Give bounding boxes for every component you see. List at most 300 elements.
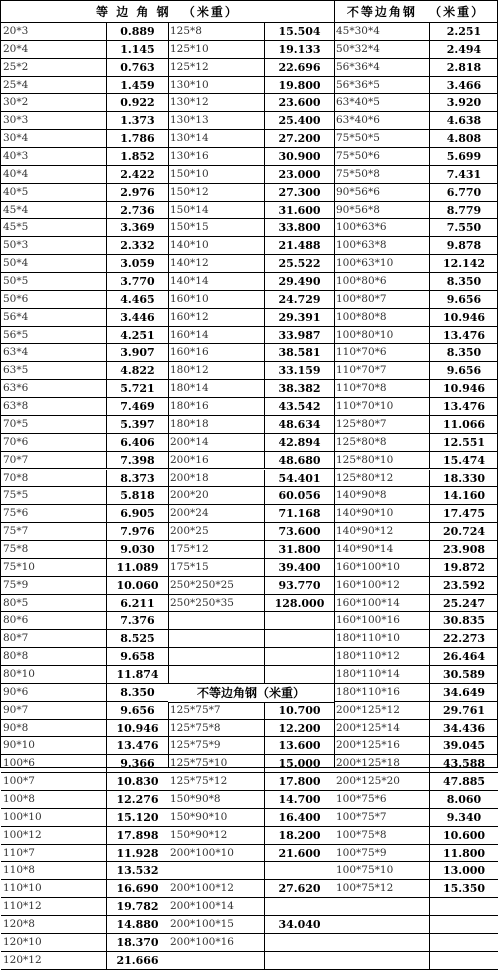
table-row (334, 23, 498, 41)
weight-cell: 9.656 (429, 362, 498, 379)
spec-cell: 70*7 (3, 453, 29, 466)
header-unequal-angle-text: 不等边角钢 （米重） (346, 5, 486, 19)
spec-cell: 130*14 (170, 132, 209, 145)
table-row (334, 523, 498, 541)
spec-cell: 110*10 (3, 882, 42, 895)
weight-cell: 34.040 (264, 916, 334, 933)
table-row (334, 470, 498, 488)
table-row (168, 130, 334, 148)
weight-cell: 10.060 (106, 577, 168, 594)
column-divider-1 (168, 23, 169, 767)
weight-cell: 2.736 (106, 202, 168, 219)
weight-cell: 15.120 (106, 809, 168, 826)
spec-cell: 63*40*5 (336, 96, 380, 109)
weight-cell: 10.700 (264, 702, 334, 719)
table-row (334, 737, 498, 755)
spec-cell: 110*70*10 (336, 400, 394, 413)
table-row (334, 148, 498, 166)
spec-cell: 150*15 (170, 221, 209, 234)
weight-cell: 9.656 (429, 291, 498, 308)
table-row (334, 452, 498, 470)
table-row (168, 434, 334, 452)
spec-cell: 90*6 (3, 685, 29, 698)
weight-cell: 11.066 (429, 416, 498, 433)
weight-cell: 13.476 (429, 398, 498, 415)
table-row (168, 630, 334, 648)
table-row (1, 273, 168, 291)
weight-cell: 4.638 (429, 112, 498, 129)
table-row (334, 398, 498, 416)
table-row (334, 327, 498, 345)
spec-cell: 180*16 (170, 400, 209, 413)
spec-cell: 45*30*4 (336, 25, 380, 37)
weight-cell: 23.592 (429, 577, 498, 594)
table-row (1, 595, 168, 613)
weight-cell: 71.168 (264, 505, 334, 522)
spec-cell: 140*90*12 (336, 525, 394, 538)
weight-cell: 12.200 (264, 720, 334, 737)
table-row (334, 184, 498, 202)
table-row (334, 487, 498, 505)
weight-cell: 42.894 (264, 434, 334, 451)
table-row (168, 59, 334, 77)
spec-cell: 40*3 (3, 150, 29, 163)
column-divider-2 (334, 1, 335, 767)
weight-cell: 14.160 (429, 487, 498, 504)
weight-cell (429, 898, 498, 915)
spec-cell: 200*24 (170, 507, 209, 520)
table-row (1, 327, 168, 345)
weight-cell: 15.000 (264, 755, 334, 772)
weight-cell: 27.200 (264, 130, 334, 147)
table-row (168, 327, 334, 345)
spec-cell: 50*6 (3, 292, 29, 305)
table-row (168, 255, 334, 273)
weight-cell (264, 630, 334, 647)
spec-cell: 200*100*15 (170, 918, 234, 930)
table-row (168, 862, 334, 880)
table-row (1, 434, 168, 452)
table-row (168, 398, 334, 416)
table-row (168, 416, 334, 434)
weight-cell: 18.330 (429, 470, 498, 487)
weight-cell: 11.089 (106, 559, 168, 576)
table-row (334, 273, 498, 291)
weight-cell: 5.721 (106, 380, 168, 397)
table-row (1, 916, 168, 934)
spec-cell: 200*25 (170, 525, 209, 538)
spec-cell: 110*70*6 (336, 346, 387, 359)
weight-cell: 10.946 (429, 309, 498, 326)
weight-cell: 8.350 (429, 273, 498, 290)
weight-cell: 1.459 (106, 77, 168, 94)
spec-cell: 100*75*9 (336, 846, 387, 859)
weight-cell: 21.666 (106, 952, 168, 969)
spec-cell: 25*2 (3, 60, 29, 73)
spec-cell (334, 898, 429, 915)
table-row (334, 291, 498, 309)
table-row (1, 541, 168, 559)
table-row (1, 523, 168, 541)
table-row (168, 77, 334, 95)
table-row (334, 827, 498, 845)
spec-cell: 50*3 (3, 239, 29, 252)
table-row (1, 41, 168, 59)
table-row (168, 112, 334, 130)
spec-cell: 140*14 (170, 275, 209, 288)
weight-cell: 33.800 (264, 219, 334, 236)
table-row (1, 630, 168, 648)
table-row (168, 219, 334, 237)
spec-cell: 200*125*12 (336, 703, 400, 716)
weight-cell: 30.589 (429, 666, 498, 683)
weight-cell: 0.763 (106, 59, 168, 76)
spec-cell: 80*6 (3, 614, 29, 627)
weight-cell: 2.494 (429, 41, 498, 58)
table-row (1, 219, 168, 237)
spec-cell: 20*4 (3, 42, 29, 55)
spec-cell: 140*10 (170, 239, 209, 252)
spec-cell (168, 862, 264, 879)
weight-cell: 34.649 (429, 684, 498, 701)
weight-cell: 9.366 (106, 755, 168, 772)
weight-cell (264, 898, 334, 915)
spec-cell (168, 612, 264, 629)
table-row (168, 559, 334, 577)
weight-cell: 25.400 (264, 112, 334, 129)
spec-cell: 160*100*10 (336, 560, 400, 573)
table-row (168, 202, 334, 220)
weight-cell: 6.905 (106, 505, 168, 522)
table-row (334, 505, 498, 523)
spec-cell: 125*75*8 (170, 721, 221, 734)
spec-cell: 50*5 (3, 275, 29, 288)
table-row (334, 166, 498, 184)
weight-cell: 25.247 (429, 595, 498, 612)
table-row (1, 255, 168, 273)
spec-cell: 100*8 (3, 792, 35, 805)
spec-cell: 45*5 (3, 221, 29, 234)
table-row (168, 845, 334, 863)
spec-cell: 180*12 (170, 364, 209, 377)
table-row (1, 898, 168, 916)
table-row (168, 595, 334, 613)
spec-cell: 63*5 (3, 364, 29, 377)
weight-cell: 38.382 (264, 380, 334, 397)
spec-cell (334, 952, 429, 969)
weight-cell: 12.142 (429, 255, 498, 272)
table-row (334, 541, 498, 559)
table-row (334, 112, 498, 130)
table-row (334, 380, 498, 398)
spec-cell: 200*14 (170, 435, 209, 448)
weight-cell: 27.620 (264, 880, 334, 897)
spec-cell: 90*56*8 (336, 203, 380, 216)
table-row (168, 523, 334, 541)
spec-cell: 160*16 (170, 346, 209, 359)
table-row (1, 112, 168, 130)
weight-cell: 7.976 (106, 523, 168, 540)
table-row (1, 577, 168, 595)
weight-cell: 3.907 (106, 344, 168, 361)
weight-cell: 128.000 (264, 595, 334, 612)
spec-cell: 125*80*8 (336, 435, 387, 448)
weight-cell: 5.397 (106, 416, 168, 433)
table-row (1, 130, 168, 148)
spec-cell: 120*12 (3, 953, 42, 966)
weight-cell: 54.401 (264, 470, 334, 487)
weight-cell (429, 934, 498, 951)
spec-cell: 200*125*14 (336, 721, 400, 734)
spec-cell: 175*12 (170, 542, 209, 555)
table-row (168, 666, 334, 684)
table-row (1, 934, 168, 952)
weight-cell: 7.469 (106, 398, 168, 415)
weight-cell: 0.922 (106, 94, 168, 111)
spec-cell: 20*3 (3, 25, 29, 37)
spec-cell: 125*12 (170, 60, 209, 73)
spec-cell: 200*18 (170, 471, 209, 484)
spec-cell: 100*12 (3, 828, 42, 841)
table-row (168, 737, 334, 755)
table-row (1, 487, 168, 505)
spec-cell: 160*100*16 (336, 614, 400, 627)
table-row (334, 59, 498, 77)
spec-cell: 100*6 (3, 757, 35, 770)
spec-cell: 140*90*10 (336, 507, 394, 520)
table-row (1, 166, 168, 184)
weight-cell (264, 648, 334, 665)
spec-cell: 140*90*8 (336, 489, 387, 502)
spec-cell: 40*4 (3, 167, 29, 180)
spec-cell: 200*100*10 (170, 846, 234, 859)
weight-cell: 9.656 (106, 702, 168, 719)
weight-cell: 8.350 (429, 344, 498, 361)
table-row (334, 202, 498, 220)
table-row (168, 505, 334, 523)
spec-cell: 100*63*10 (336, 257, 394, 270)
spec-cell: 90*7 (3, 703, 29, 716)
spec-cell: 70*6 (3, 435, 29, 448)
weight-cell: 5.818 (106, 487, 168, 504)
weight-cell: 2.422 (106, 166, 168, 183)
weight-cell (264, 862, 334, 879)
weight-cell: 19.800 (264, 77, 334, 94)
weight-cell: 23.600 (264, 94, 334, 111)
table-row (1, 737, 168, 755)
table-row (1, 184, 168, 202)
table-row (334, 952, 498, 970)
weight-cell: 10.830 (106, 773, 168, 790)
spec-cell: 56*5 (3, 328, 29, 341)
weight-cell: 4.465 (106, 291, 168, 308)
table-row (168, 23, 334, 41)
table-row (334, 41, 498, 59)
table-row (334, 416, 498, 434)
spec-cell: 125*75*9 (170, 739, 221, 752)
weight-cell: 6.770 (429, 184, 498, 201)
weight-cell: 7.398 (106, 452, 168, 469)
spec-cell (334, 916, 429, 933)
table-row (1, 94, 168, 112)
weight-cell: 11.800 (429, 845, 498, 862)
weight-cell: 8.350 (106, 684, 168, 701)
table-row (1, 505, 168, 523)
table-row (334, 577, 498, 595)
spec-cell: 50*4 (3, 257, 29, 270)
weight-cell: 8.525 (106, 630, 168, 647)
spec-cell: 30*4 (3, 132, 29, 145)
table-row (168, 362, 334, 380)
weight-cell: 22.696 (264, 59, 334, 76)
table-row (1, 362, 168, 380)
table-row (1, 470, 168, 488)
table-row (334, 934, 498, 952)
spec-cell: 100*75*6 (336, 792, 387, 805)
table-row (1, 309, 168, 327)
table-row (1, 452, 168, 470)
weight-cell (264, 612, 334, 629)
weight-cell: 43.542 (264, 398, 334, 415)
table-row (334, 755, 498, 773)
weight-cell: 19.133 (264, 41, 334, 58)
weight-cell: 3.059 (106, 255, 168, 272)
weight-cell: 31.800 (264, 541, 334, 558)
weight-cell: 15.350 (429, 880, 498, 897)
spec-cell: 100*80*10 (336, 328, 394, 341)
table-row (334, 773, 498, 791)
weight-cell: 20.724 (429, 523, 498, 540)
weight-cell: 7.550 (429, 219, 498, 236)
spec-cell: 130*12 (170, 96, 209, 109)
spec-cell: 125*75*12 (170, 775, 228, 788)
table-row (334, 344, 498, 362)
weight-cell: 23.000 (264, 166, 334, 183)
table-row (168, 827, 334, 845)
table-row (334, 77, 498, 95)
spec-cell: 130*13 (170, 114, 209, 127)
table-row (1, 791, 168, 809)
table-row (334, 666, 498, 684)
spec-cell: 180*110*12 (336, 650, 400, 663)
spec-cell: 180*110*10 (336, 632, 400, 645)
spec-cell: 75*5 (3, 489, 29, 502)
table-row (168, 148, 334, 166)
weight-cell: 33.987 (264, 327, 334, 344)
table-row (1, 612, 168, 630)
weight-cell (429, 952, 498, 969)
weight-cell (264, 952, 334, 969)
weight-cell: 1.786 (106, 130, 168, 147)
weight-cell: 11.874 (106, 666, 168, 683)
weight-cell: 1.373 (106, 112, 168, 129)
weight-cell: 14.880 (106, 916, 168, 933)
table-row (168, 720, 334, 738)
table-row (168, 470, 334, 488)
spec-cell: 56*36*4 (336, 60, 380, 73)
table-row (168, 648, 334, 666)
table-row (1, 880, 168, 898)
weight-cell: 73.600 (264, 523, 334, 540)
weight-cell: 8.373 (106, 470, 168, 487)
table-row (168, 880, 334, 898)
table-row (334, 791, 498, 809)
weight-cell: 48.680 (264, 452, 334, 469)
table-row (1, 684, 168, 702)
spec-cell: 63*8 (3, 400, 29, 413)
table-row (334, 720, 498, 738)
weight-cell: 39.045 (429, 737, 498, 754)
spec-cell: 160*100*12 (336, 578, 400, 591)
spec-cell: 90*8 (3, 721, 29, 734)
weight-cell: 34.436 (429, 720, 498, 737)
weight-cell: 21.600 (264, 845, 334, 862)
spec-cell: 80*10 (3, 667, 35, 680)
spec-cell: 40*5 (3, 185, 29, 198)
weight-cell: 13.476 (429, 327, 498, 344)
spec-cell: 180*110*14 (336, 667, 400, 680)
table-row (168, 184, 334, 202)
spec-cell: 75*6 (3, 507, 29, 520)
spec-cell: 125*80*7 (336, 417, 387, 430)
table-row (168, 380, 334, 398)
spec-cell: 50*32*4 (336, 42, 380, 55)
table-row (168, 916, 334, 934)
spec-cell: 90*56*6 (336, 185, 380, 198)
weight-cell: 10.946 (429, 380, 498, 397)
table-row (334, 898, 498, 916)
weight-cell: 30.835 (429, 612, 498, 629)
table-row (1, 237, 168, 255)
header-equal-angle (1, 1, 334, 23)
weight-cell: 17.475 (429, 505, 498, 522)
weight-cell: 39.400 (264, 559, 334, 576)
spec-cell: 150*90*8 (170, 792, 221, 805)
spec-cell: 45*4 (3, 203, 29, 216)
spec-cell: 200*20 (170, 489, 209, 502)
spec-cell: 160*14 (170, 328, 209, 341)
table-row (1, 59, 168, 77)
weight-cell: 3.920 (429, 94, 498, 111)
table-row (1, 648, 168, 666)
spec-cell: 70*8 (3, 471, 29, 484)
spec-cell: 200*100*16 (170, 935, 234, 948)
spec-cell: 75*9 (3, 578, 29, 591)
weight-cell: 19.782 (106, 898, 168, 915)
table-row (168, 809, 334, 827)
subheader-unequal-angle (168, 684, 334, 703)
weight-cell: 22.273 (429, 630, 498, 647)
spec-cell: 110*7 (3, 846, 35, 859)
weight-cell: 4.251 (106, 327, 168, 344)
spec-cell: 200*16 (170, 453, 209, 466)
spec-cell: 100*63*8 (336, 239, 387, 252)
spec-cell: 100*75*10 (336, 864, 394, 877)
table-row (1, 148, 168, 166)
weight-cell: 30.900 (264, 148, 334, 165)
table-row (168, 291, 334, 309)
spec-cell: 75*10 (3, 560, 35, 573)
weight-cell: 11.928 (106, 845, 168, 862)
weight-cell: 15.504 (264, 23, 334, 40)
table-row (1, 398, 168, 416)
spec-cell: 100*80*7 (336, 292, 387, 305)
spec-cell: 100*80*6 (336, 275, 387, 288)
table-row (168, 541, 334, 559)
table-row (168, 237, 334, 255)
weight-cell: 9.030 (106, 541, 168, 558)
spec-cell: 160*100*14 (336, 596, 400, 609)
